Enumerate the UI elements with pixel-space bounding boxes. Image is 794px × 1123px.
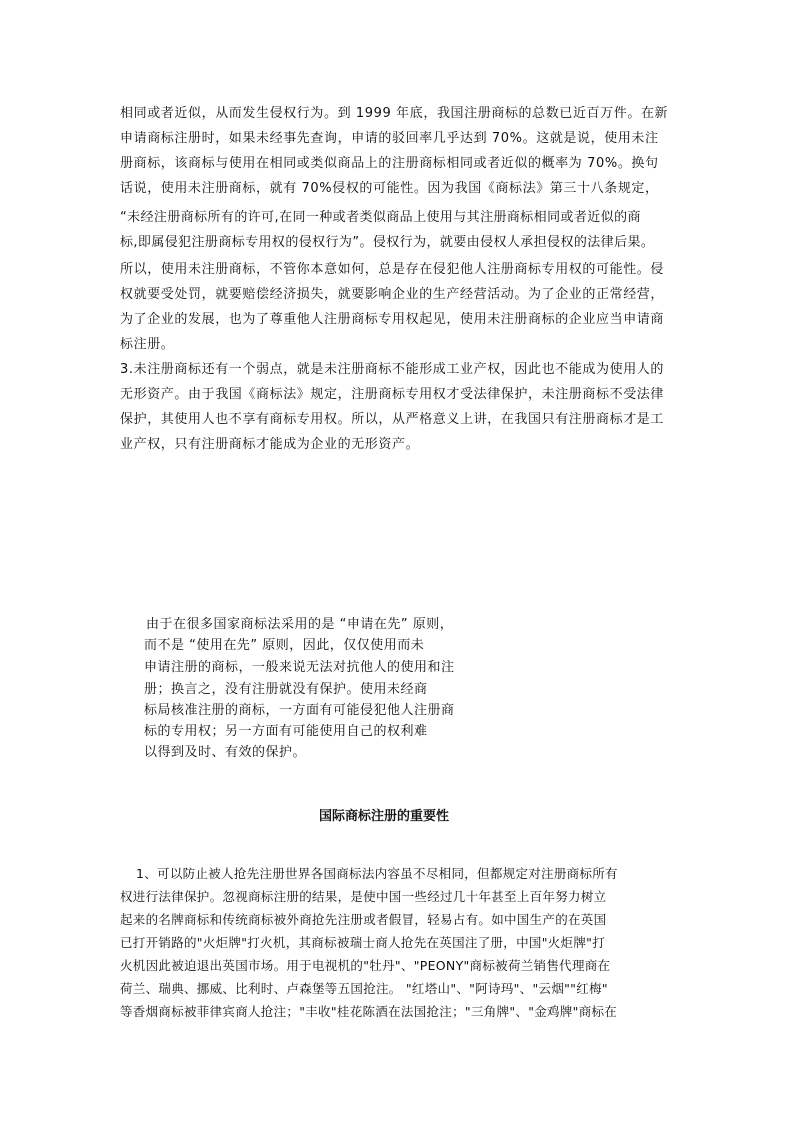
text-line: 无形资产。由于我国《商标法》规定，注册商标专用权才受法律保护，未注册商标不受法律	[120, 387, 665, 402]
text-line: 业产权，只有注册商标才能成为企业的无形资产。	[120, 437, 420, 452]
text-line: 已打开销路的"火炬牌"打火机，其商标被瑞士商人抢先在英国注了册，中国"火炬牌"打	[120, 935, 605, 950]
text-line: 1、可以防止被人抢先注册世界各国商标法内容虽不尽相同，但都规定对注册商标所有	[136, 866, 618, 881]
text-line: 标局核准注册的商标，一方面有可能侵犯他人注册商	[144, 703, 455, 718]
text-line: 话说，使用未注册商标，就有 70%侵权的可能性。因为我国《商标法》第三十八条规定，	[120, 181, 659, 196]
text-line: 荷兰、瑞典、挪威、比利时、卢森堡等五国抢注。 "红塔山"、"阿诗玛"、"云烟""红梅"	[120, 981, 608, 996]
text-line: 标,即属侵犯注册商标专用权的侵权行为”。侵权行为，就要由侵权人承担侵权的法律后果。	[120, 235, 655, 250]
text-line: 申请注册的商标，一般来说无法对抗他人的使用和注	[144, 660, 455, 675]
text-line: 3.未注册商标还有一个弱点，就是未注册商标不能形成工业产权，因此也不能成为使用人的	[120, 362, 665, 377]
text-line: 申请商标注册时，如果未经事先查询，申请的驳回率几乎达到 70%。这就是说，使用未注	[120, 131, 659, 146]
text-line: 保护，其使用人也不享有商标专用权。所以，从严格意义上讲，在我国只有注册商标才是工	[120, 412, 665, 427]
text-line: 权就要受处罚，就要赔偿经济损失，就要影响企业的生产经营活动。为了企业的正常经营，	[120, 287, 665, 302]
text-line: 火机因此被迫退出英国市场。用于电视机的"牡丹"、"PEONY"商标被荷兰销售代理商在	[120, 958, 611, 973]
quote-line: “未经注册商标所有的许可,在同一种或者类似商品上使用与其注册商标相同或者近似的商	[120, 210, 641, 225]
text-line: 册商标，该商标与使用在相同或类似商品上的注册商标相同或者近似的概率为 70%。换句	[120, 156, 659, 171]
text-line: 权进行法律保护。忽视商标注册的结果，是使中国一些经过几十年甚至上百年努力树立	[120, 889, 607, 904]
text-line: 册；换言之，没有注册就没有保护。使用未经商	[144, 682, 428, 697]
section-heading: 国际商标注册的重要性	[318, 809, 449, 824]
text-line: 标的专用权；另一方面有可能使用自己的权利难	[144, 724, 428, 739]
text-line: 由于在很多国家商标法采用的是 “申请在先” 原则，	[146, 617, 454, 632]
text-line: 起来的名牌商标和传统商标被外商抢先注册或者假冒，轻易占有。如中国生产的在英国	[120, 912, 607, 927]
text-line: 而不是 “使用在先” 原则，因此，仅仅使用而未	[144, 638, 425, 653]
text-line: 所以，使用未注册商标，不管你本意如何，总是存在侵犯他人注册商标专用权的可能性。侵	[120, 262, 665, 277]
text-line: 以得到及时、有效的保护。	[144, 745, 307, 760]
text-line: 相同或者近似，从而发生侵权行为。到 1999 年底，我国注册商标的总数已近百万件。在新	[120, 106, 669, 121]
text-line: 等香烟商标被菲律宾商人抢注；"丰收"桂花陈酒在法国抢注；"三角牌"、"金鸡牌"商标在	[120, 1004, 618, 1019]
text-line: 为了企业的发展，也为了尊重他人注册商标专用权起见，使用未注册商标的企业应当申请商	[120, 312, 665, 327]
text-line: 标注册。	[120, 337, 175, 352]
